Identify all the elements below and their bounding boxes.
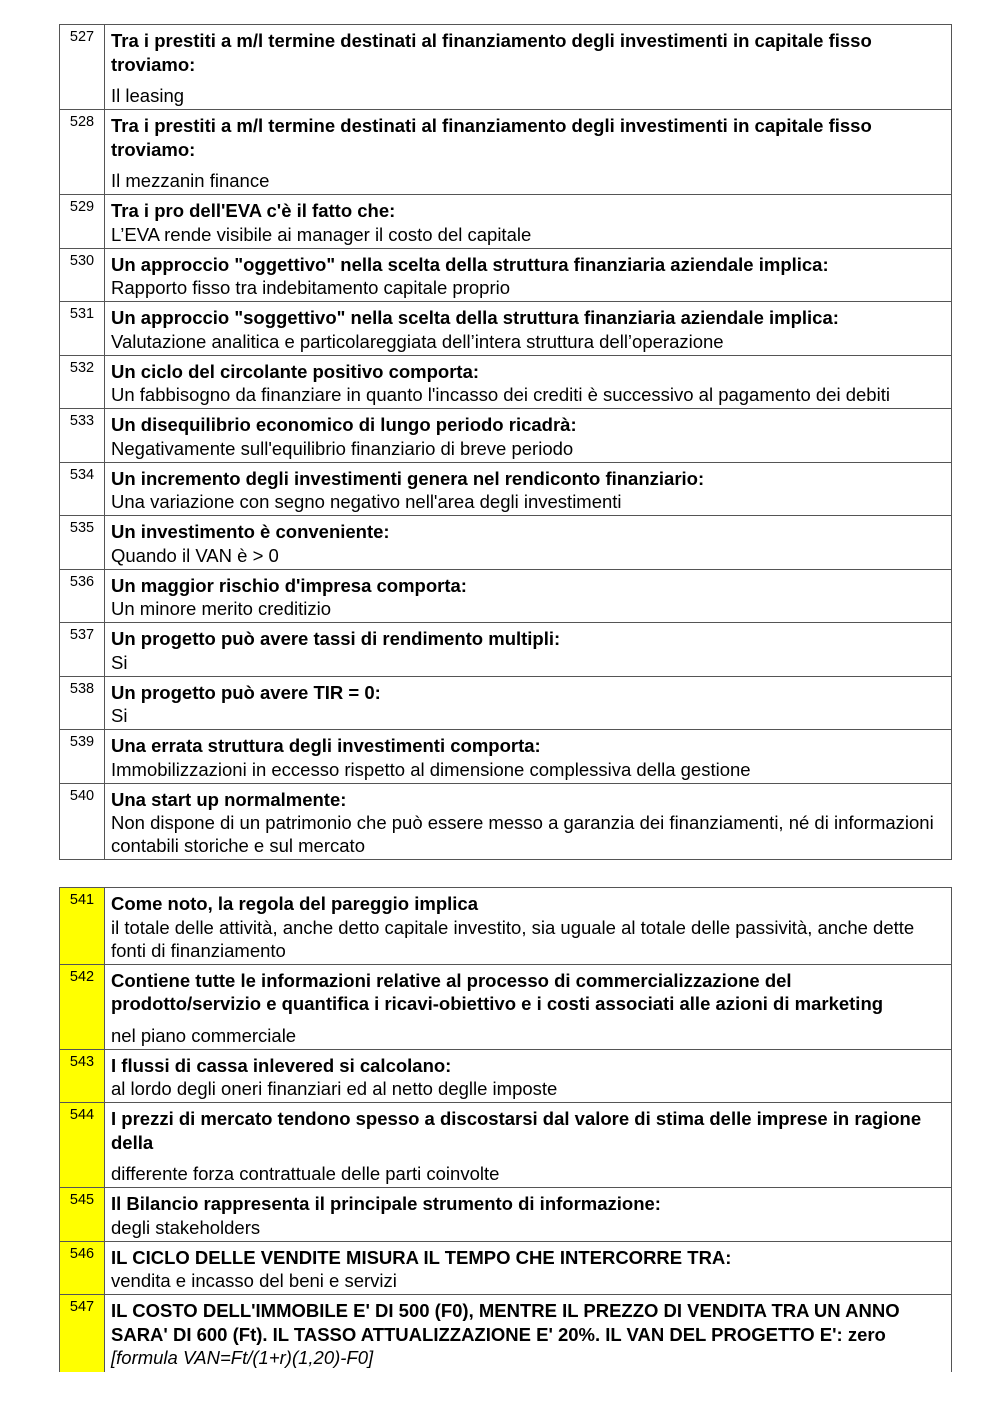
table-row bbox=[60, 516, 952, 570]
question-number: 527 bbox=[60, 25, 105, 110]
question-cell bbox=[105, 676, 952, 730]
question-cell bbox=[105, 1241, 952, 1295]
question-number: 538 bbox=[60, 676, 105, 730]
answer-text: Negativamente sull'equilibrio finanziario di breve periodo bbox=[111, 437, 574, 459]
question-cell bbox=[105, 516, 952, 570]
spacer bbox=[111, 76, 945, 84]
question-text: Una errata struttura degli investimenti comporta: bbox=[111, 735, 541, 756]
question-cell bbox=[105, 964, 952, 1049]
answer-text: Si bbox=[111, 705, 128, 726]
question-text: Un approccio "soggettivo" nella scelta della struttura finanziaria aziendale implica: bbox=[111, 307, 839, 328]
question-number: 535 bbox=[60, 516, 105, 570]
table-row bbox=[60, 569, 952, 623]
answer-text: degli stakeholders bbox=[111, 1216, 261, 1238]
question-text: I prezzi di mercato tendono spesso a discostarsi dal valore di stima delle imprese in ragione della bbox=[111, 1108, 922, 1153]
question-text: I flussi di cassa inlevered si calcolano: bbox=[111, 1054, 452, 1076]
question-text: Il Bilancio rappresenta il principale strumento di informazione: bbox=[111, 1193, 661, 1214]
table-row bbox=[60, 964, 952, 1049]
table-row bbox=[60, 623, 952, 677]
question-cell bbox=[105, 1188, 952, 1242]
table-row bbox=[60, 888, 952, 965]
table-row bbox=[60, 1049, 952, 1103]
question-cell bbox=[105, 569, 952, 623]
answer-text: Una variazione con segno negativo nell'area degli investimenti bbox=[111, 491, 622, 512]
question-number: 536 bbox=[60, 569, 105, 623]
question-text: Tra i prestiti a m/l termine destinati al finanziamento degli investimenti in capitale fisso troviamo: bbox=[111, 30, 872, 75]
question-cell bbox=[105, 623, 952, 677]
table-row bbox=[60, 730, 952, 784]
answer-text: Il mezzanin finance bbox=[111, 170, 270, 191]
answer-text: Valutazione analitica e particolareggiata dell’intera struttura dell’operazione bbox=[111, 330, 724, 352]
table-row bbox=[60, 195, 952, 249]
question-text: Contiene tutte le informazioni relative al processo di commercializzazione del prodotto/servizio e quantifica i ricavi-obiettivo e i costi associati alle azioni di marketing bbox=[111, 969, 884, 1014]
question-number: 537 bbox=[60, 623, 105, 677]
spacer bbox=[111, 1154, 945, 1162]
question-number: 533 bbox=[60, 409, 105, 463]
question-cell bbox=[105, 355, 952, 409]
question-text: IL CICLO DELLE VENDITE MISURA IL TEMPO CHE INTERCORRE TRA: bbox=[111, 1246, 732, 1268]
question-text: Come noto, la regola del pareggio implica bbox=[111, 893, 478, 914]
question-cell bbox=[105, 888, 952, 965]
question-cell bbox=[105, 409, 952, 463]
question-number: 541 bbox=[60, 888, 105, 965]
question-number: 543 bbox=[60, 1049, 105, 1103]
formula-note: [formula VAN=Ft/(1+r)(1,20)-F0] bbox=[111, 1347, 374, 1368]
answer-text: nel piano commerciale bbox=[111, 1024, 297, 1046]
table-row bbox=[60, 1295, 952, 1372]
question-cell bbox=[105, 25, 952, 110]
table-row bbox=[60, 1188, 952, 1242]
question-text: Una start up normalmente: bbox=[111, 788, 347, 810]
table-row bbox=[60, 248, 952, 302]
table-row bbox=[60, 355, 952, 409]
question-text: Un ciclo del circolante positivo comporta: bbox=[111, 360, 480, 382]
question-cell bbox=[105, 1295, 952, 1372]
table-row bbox=[60, 1103, 952, 1188]
question-cell bbox=[105, 1049, 952, 1103]
question-text: Un disequilibrio economico di lungo periodo ricadrà: bbox=[111, 414, 577, 435]
answer-text: Si bbox=[111, 651, 128, 673]
question-number: 529 bbox=[60, 195, 105, 249]
question-cell bbox=[105, 248, 952, 302]
question-cell bbox=[105, 110, 952, 195]
answer-text: Non dispone di un patrimonio che può essere messo a garanzia dei finanziamenti, né di informazioni contabili storiche e sul mercato bbox=[111, 812, 934, 856]
question-text: Un investimento è conveniente: bbox=[111, 521, 390, 542]
table-row bbox=[60, 676, 952, 730]
question-number: 528 bbox=[60, 110, 105, 195]
answer-text: Un fabbisogno da finanziare in quanto l'incasso dei crediti è successivo al pagamento dei debiti bbox=[111, 384, 890, 405]
answer-text: Un minore merito creditizio bbox=[111, 598, 332, 619]
answer-text: Il leasing bbox=[111, 85, 185, 106]
question-text: Un incremento degli investimenti genera nel rendiconto finanziario: bbox=[111, 467, 705, 489]
answer-text: vendita e incasso del beni e servizi bbox=[111, 1270, 397, 1291]
question-text: IL COSTO DELL'IMMOBILE E' DI 500 (F0), MENTRE IL PREZZO DI VENDITA TRA UN ANNO SARA' DI 600 (Ft). IL TASSO ATTUALIZZAZIONE E' 20%. IL VAN DEL PROGETTO E': zero bbox=[111, 1300, 900, 1345]
qa-table-2 bbox=[59, 887, 952, 1372]
answer-text: al lordo degli oneri finanziari ed al netto deglle imposte bbox=[111, 1078, 558, 1099]
question-text: Un maggior rischio d'impresa comporta: bbox=[111, 574, 467, 596]
table-row bbox=[60, 302, 952, 356]
table-row bbox=[60, 110, 952, 195]
answer-text: Immobilizzazioni in eccesso rispetto al dimensione complessiva della gestione bbox=[111, 758, 751, 780]
qa-table-1 bbox=[59, 24, 952, 860]
question-text: Tra i pro dell'EVA c'è il fatto che: bbox=[111, 200, 396, 221]
answer-text: L’EVA rende visibile ai manager il costo del capitale bbox=[111, 223, 532, 245]
table-row bbox=[60, 409, 952, 463]
table-row bbox=[60, 462, 952, 516]
table-row bbox=[60, 783, 952, 860]
question-text: Un approccio "oggettivo" nella scelta della struttura finanziaria aziendale implica: bbox=[111, 253, 829, 275]
question-number: 547 bbox=[60, 1295, 105, 1372]
table-row bbox=[60, 25, 952, 110]
question-number: 544 bbox=[60, 1103, 105, 1188]
question-number: 534 bbox=[60, 462, 105, 516]
question-cell bbox=[105, 462, 952, 516]
answer-text: differente forza contrattuale delle parti coinvolte bbox=[111, 1163, 500, 1184]
table-row bbox=[60, 1241, 952, 1295]
question-text: Tra i prestiti a m/l termine destinati al finanziamento degli investimenti in capitale fisso troviamo: bbox=[111, 115, 872, 160]
question-number: 542 bbox=[60, 964, 105, 1049]
question-number: 540 bbox=[60, 783, 105, 860]
question-number: 546 bbox=[60, 1241, 105, 1295]
question-cell bbox=[105, 783, 952, 860]
spacer bbox=[111, 1016, 945, 1024]
question-number: 539 bbox=[60, 730, 105, 784]
question-cell bbox=[105, 1103, 952, 1188]
answer-text: Rapporto fisso tra indebitamento capitale proprio bbox=[111, 277, 511, 298]
question-text: Un progetto può avere tassi di rendimento multipli: bbox=[111, 628, 561, 649]
question-number: 532 bbox=[60, 355, 105, 409]
question-text: Un progetto può avere TIR = 0: bbox=[111, 681, 381, 703]
question-number: 531 bbox=[60, 302, 105, 356]
question-cell bbox=[105, 730, 952, 784]
spacer bbox=[111, 161, 945, 169]
answer-text: Quando il VAN è > 0 bbox=[111, 544, 279, 566]
question-cell bbox=[105, 195, 952, 249]
question-number: 545 bbox=[60, 1188, 105, 1242]
question-cell bbox=[105, 302, 952, 356]
question-number: 530 bbox=[60, 248, 105, 302]
answer-text: il totale delle attività, anche detto capitale investito, sia uguale al totale delle passività, anche dette fonti di finanziamento bbox=[111, 916, 915, 961]
